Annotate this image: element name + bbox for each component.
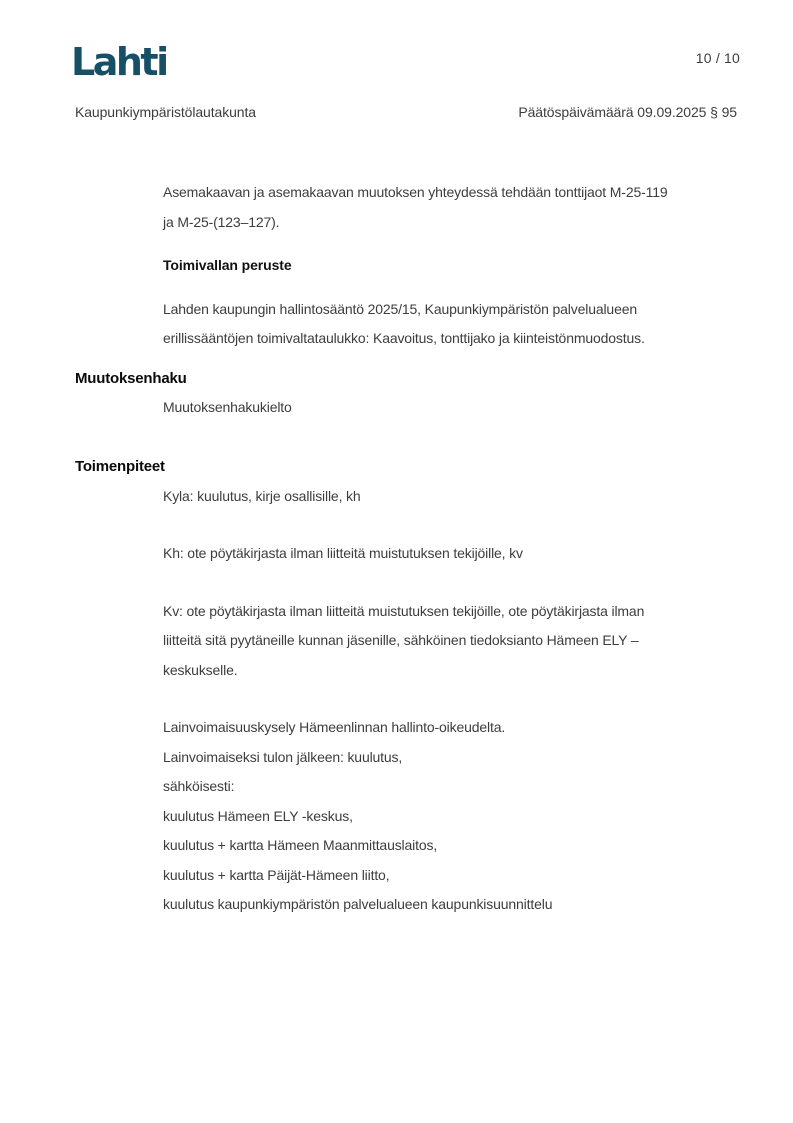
committee-name: Kaupunkiympäristölautakunta	[75, 104, 256, 120]
text-line: Asemakaavan ja asemakaavan muutoksen yhteydessä tehdään tonttijaot M-25-119	[163, 184, 668, 200]
text-line: kuulutus + kartta Hämeen Maanmittauslaitos,	[163, 837, 438, 853]
text-line: Kv: ote pöytäkirjasta ilman liitteitä muistutuksen tekijöille, ote pöytäkirjasta ilman	[163, 602, 645, 619]
paragraph-kv	[163, 597, 753, 686]
heading-muutoksenhaku: Muutoksenhaku	[75, 369, 187, 387]
text-line: Lahden kaupungin hallintosääntö 2025/15, Kaupunkiympäristön palvelualueen	[163, 300, 637, 317]
text-line: sähköisesti:	[163, 778, 235, 794]
text-line: kuulutus Hämeen ELY -keskus,	[163, 807, 353, 824]
paragraph-tonttijaot	[163, 178, 753, 237]
lahti-logo: Lahti	[71, 40, 167, 84]
text-line: keskukselle.	[163, 661, 238, 678]
heading-toimenpiteet: Toimenpiteet	[75, 458, 165, 475]
text-line: kuulutus kaupunkiympäristön palvelualueen kaupunkisuunnittelu	[163, 896, 553, 912]
muutoksenhaku-text: Muutoksenhakukielto	[163, 399, 292, 415]
kyla-line: Kyla: kuulutus, kirje osallisille, kh	[163, 487, 361, 504]
text-line: Lainvoimaiseksi tulon jälkeen: kuulutus,	[163, 748, 403, 765]
text-line: liitteitä sitä pyytäneille kunnan jäsenille, sähköinen tiedoksianto Hämeen ELY –	[163, 632, 639, 648]
text-line: ja M-25-(123–127).	[163, 213, 280, 230]
text-line: erillissääntöjen toimivaltataulukko: Kaavoitus, tonttijako ja kiinteistönmuodostus.	[163, 330, 645, 346]
final-actions-list	[163, 713, 753, 920]
text-line: kuulutus + kartta Päijät-Hämeen liitto,	[163, 866, 390, 883]
document-header	[75, 104, 737, 120]
heading-toimivallan-peruste: Toimivallan peruste	[163, 257, 292, 273]
kh-line: Kh: ote pöytäkirjasta ilman liitteitä muistutuksen tekijöille, kv	[163, 545, 523, 561]
paragraph-hallintosaanto	[163, 295, 753, 354]
text-line: Lainvoimaisuuskysely Hämeenlinnan hallinto-oikeudelta.	[163, 719, 506, 735]
page-number: 10 / 10	[695, 50, 740, 66]
decision-date: Päätöspäivämäärä 09.09.2025 § 95	[518, 104, 737, 120]
document-body	[75, 178, 753, 920]
